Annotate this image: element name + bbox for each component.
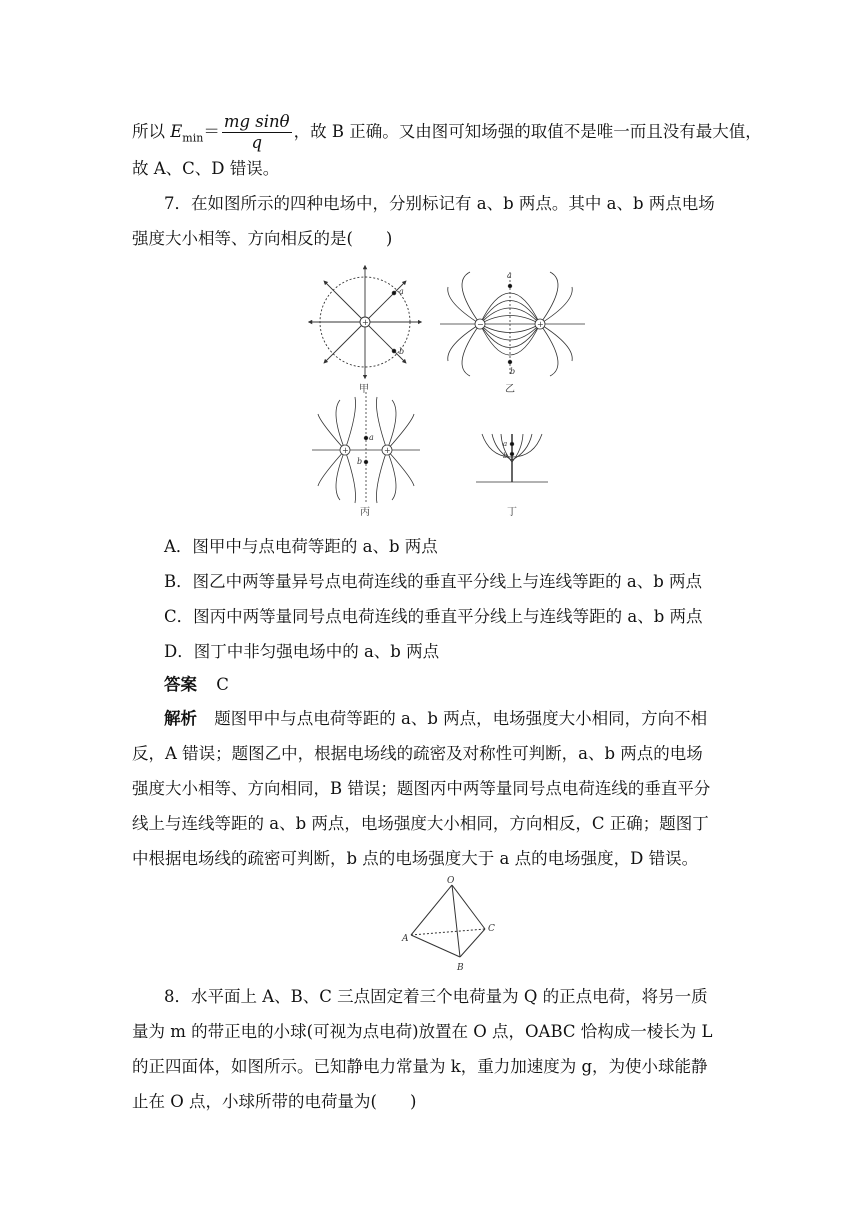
e-symbol: E (170, 122, 183, 141)
svg-text:a: a (369, 433, 374, 442)
analysis-line-1 (164, 707, 764, 731)
e-subscript: min (182, 131, 204, 145)
q7-line-1: 7．在如图所示的四种电场中，分别标记有 a、b 两点。其中 a、b 两点电场 (164, 194, 715, 213)
vertex-a: A (402, 934, 409, 944)
analysis-line-5: 中根据电场线的疏密可判断，b 点的电场强度大于 a 点的电场强度，D 错误。 (132, 849, 699, 868)
q8-line-2: 量为 m 的带正电的小球(可视为点电荷)放置在 O 点，OABC 恰构成一棱长为 L (132, 1022, 713, 1041)
analysis-label: 解析 (164, 709, 197, 728)
diagram-ding (476, 434, 548, 482)
q8-line-3: 的正四面体，如图所示。已知静电力常量为 k，重力加速度为 g，为使小球能静 (132, 1057, 708, 1076)
vertex-o: O (447, 876, 455, 886)
fraction-denominator: q (251, 133, 262, 152)
svg-text:−: − (477, 320, 484, 329)
equals-sign: ＝ (203, 122, 220, 141)
svg-text:a: a (503, 440, 508, 448)
intro-suffix: ，故 B 正确。又由图可知场强的取值不是唯一而且没有最大值， (293, 122, 762, 141)
answer-line (164, 673, 764, 697)
label-yi: 乙 (505, 384, 515, 395)
intro-prefix: 所以 (132, 122, 171, 141)
svg-text:b: b (357, 457, 363, 466)
svg-text:a: a (399, 287, 404, 296)
diagram-bing (312, 392, 420, 503)
analysis-line-3: 强度大小相等、方向相同，B 错误；题图丙中两等量同号点电荷连线的垂直平分 (132, 779, 711, 798)
option-b: B．图乙中两等量异号点电荷连线的垂直平分线上与连线等距的 a、b 两点 (164, 572, 703, 591)
label-jia: 甲 (359, 384, 369, 395)
fraction (222, 112, 292, 153)
q8-line-4: 止在 O 点，小球所带的电荷量为( ) (132, 1092, 417, 1111)
analysis-line-4: 线上与连线等距的 a、b 两点，电场强度大小相同，方向相反，C 正确；题图丁 (132, 814, 709, 833)
svg-text:a: a (507, 271, 512, 280)
field-diagrams-figure (300, 262, 600, 522)
svg-text:+: + (537, 320, 544, 329)
diagram-yi (440, 271, 585, 376)
vertex-c: C (488, 924, 495, 934)
diagram-jia (310, 267, 420, 377)
intro-line-2: 故 A、C、D 错误。 (132, 159, 280, 178)
answer-value: C (216, 675, 229, 694)
q7-line-2: 强度大小相等、方向相反的是( ) (132, 229, 393, 248)
label-bing: 丙 (360, 507, 370, 518)
intro-line-1 (132, 112, 762, 153)
svg-text:+: + (384, 446, 391, 455)
q8-line-1: 8．水平面上 A、B、C 三点固定着三个电荷量为 Q 的正点电荷，将另一质 (164, 987, 708, 1006)
option-d: D．图丁中非匀强电场中的 a、b 两点 (164, 642, 440, 661)
tetrahedron-figure (395, 875, 505, 975)
option-c: C．图丙中两等量同号点电荷连线的垂直平分线上与连线等距的 a、b 两点 (164, 607, 703, 626)
answer-label: 答案 (164, 675, 197, 694)
fraction-numerator: mg sinθ (223, 112, 290, 131)
vertex-b: B (457, 963, 464, 973)
analysis-text-1: 题图甲中与点电荷等距的 a、b 两点，电场强度大小相同，方向不相 (214, 709, 708, 728)
svg-text:+: + (362, 318, 369, 327)
label-ding: 丁 (507, 507, 517, 518)
svg-text:b: b (510, 367, 516, 376)
svg-text:b: b (503, 452, 508, 460)
analysis-line-2: 反，A 错误；题图乙中，根据电场线的疏密及对称性可判断，a、b 两点的电场 (132, 744, 703, 763)
svg-text:+: + (342, 446, 349, 455)
svg-text:b: b (399, 347, 405, 356)
option-a: A．图甲中与点电荷等距的 a、b 两点 (164, 537, 438, 556)
